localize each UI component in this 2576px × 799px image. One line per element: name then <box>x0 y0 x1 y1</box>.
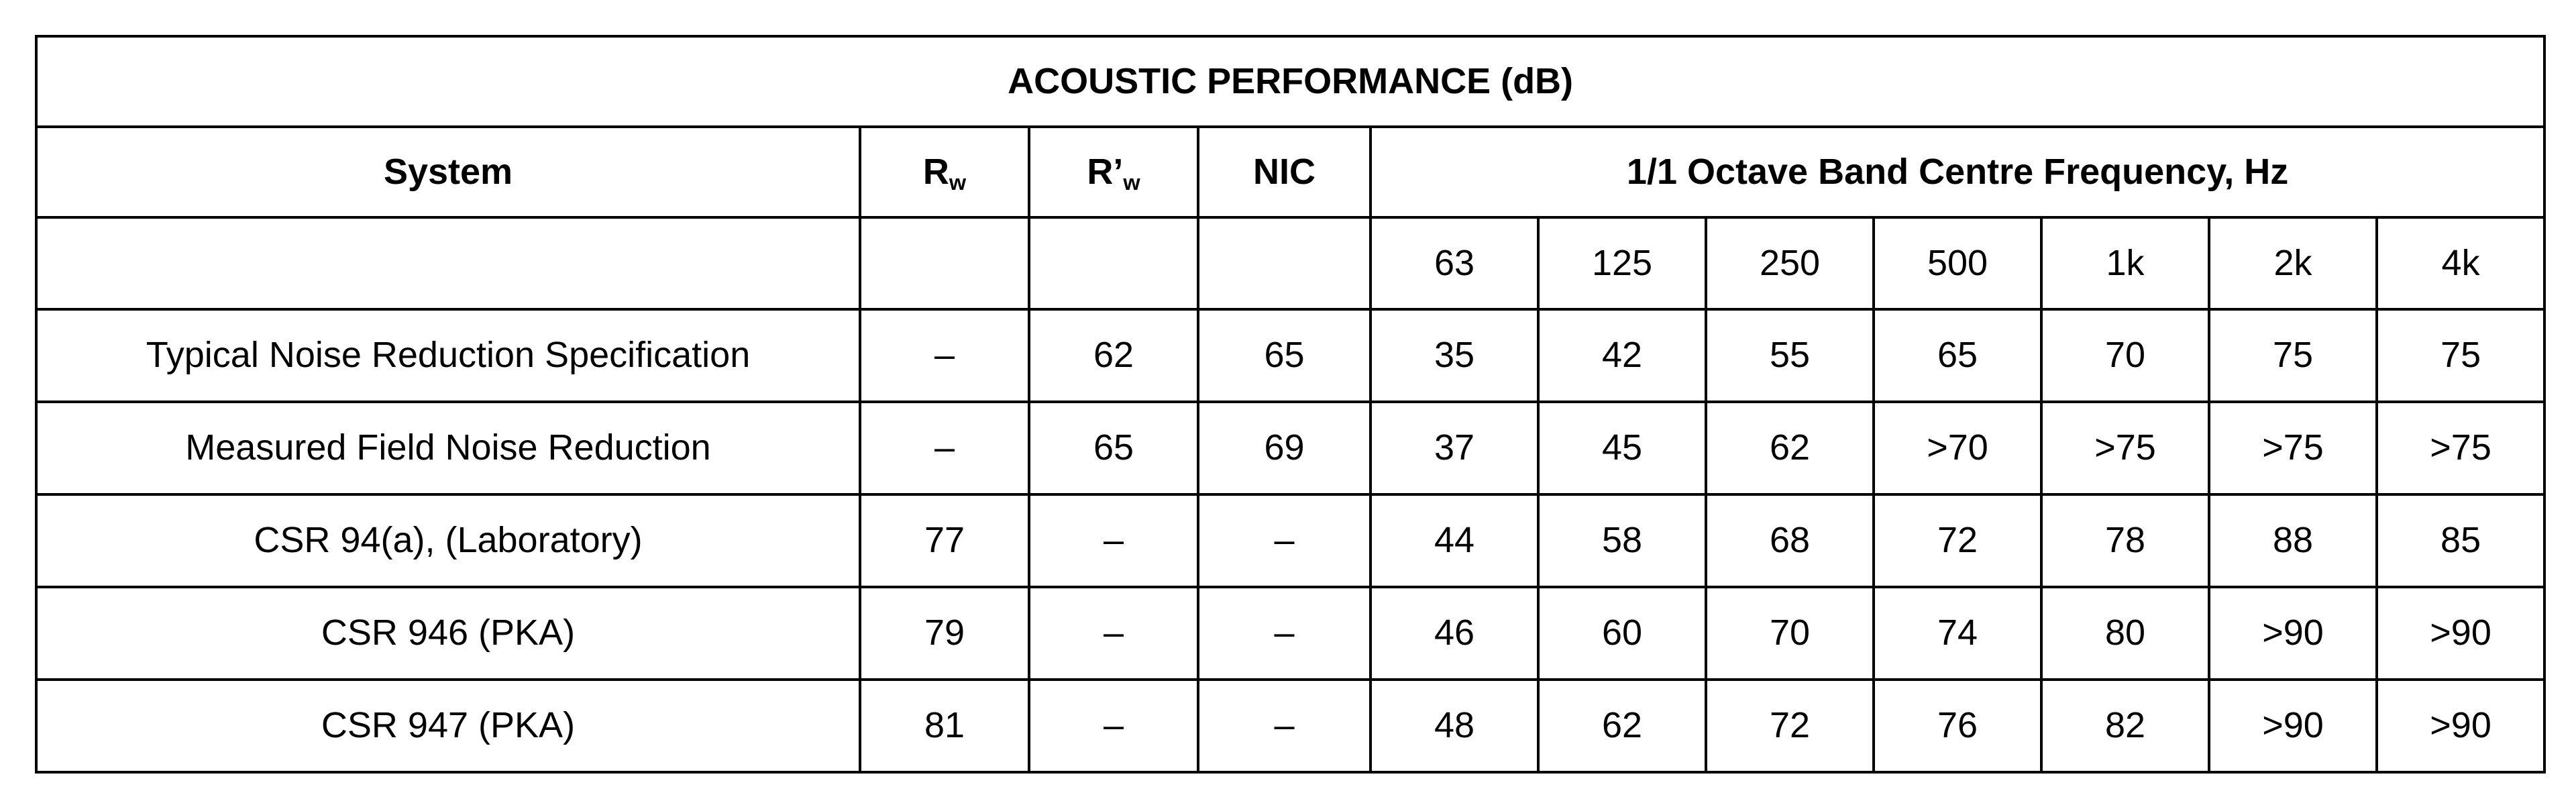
cell-rw: – <box>860 309 1029 402</box>
cell-band-63: 44 <box>1371 494 1538 587</box>
cell-band-500: 74 <box>1874 587 2041 680</box>
title-row <box>36 36 2544 127</box>
frequency-row <box>36 217 2544 309</box>
cell-band-2k: >75 <box>2209 402 2377 494</box>
cell-rw: 81 <box>860 680 1029 772</box>
cell-band-4k: >75 <box>2377 402 2544 494</box>
cell-band-2k: >90 <box>2209 680 2377 772</box>
cell-rw-prime: – <box>1029 680 1198 772</box>
col-header-octave-band: 1/1 Octave Band Centre Frequency, Hz <box>1371 127 2544 217</box>
cell-nic: – <box>1198 587 1371 680</box>
cell-band-250: 70 <box>1706 587 1874 680</box>
cell-band-250: 55 <box>1706 309 1874 402</box>
cell-band-125: 62 <box>1538 680 1706 772</box>
row-label: CSR 94(a), (Laboratory) <box>36 494 860 587</box>
rw-symbol: R <box>922 151 949 192</box>
cell-band-1k: 80 <box>2041 587 2209 680</box>
cell-band-2k: 88 <box>2209 494 2377 587</box>
rw-prime-symbol: R’ <box>1087 151 1124 192</box>
cell-rw-prime: 62 <box>1029 309 1198 402</box>
cell-band-1k: 82 <box>2041 680 2209 772</box>
col-header-rw-prime <box>1029 127 1198 217</box>
empty-cell <box>860 217 1029 309</box>
cell-band-250: 72 <box>1706 680 1874 772</box>
table-row <box>36 587 2544 680</box>
cell-nic: 69 <box>1198 402 1371 494</box>
cell-band-63: 48 <box>1371 680 1538 772</box>
empty-cell <box>1198 217 1371 309</box>
rw-subscript: w <box>949 170 967 195</box>
table-row <box>36 494 2544 587</box>
row-label: Measured Field Noise Reduction <box>36 402 860 494</box>
header-row <box>36 127 2544 217</box>
cell-rw: 77 <box>860 494 1029 587</box>
cell-rw: 79 <box>860 587 1029 680</box>
cell-band-125: 42 <box>1538 309 1706 402</box>
cell-band-2k: >90 <box>2209 587 2377 680</box>
cell-band-125: 60 <box>1538 587 1706 680</box>
cell-band-4k: 85 <box>2377 494 2544 587</box>
col-header-system: System <box>36 127 860 217</box>
cell-rw-prime: – <box>1029 494 1198 587</box>
cell-band-500: >70 <box>1874 402 2041 494</box>
freq-250: 250 <box>1706 217 1874 309</box>
acoustic-performance-table <box>35 35 2546 774</box>
cell-band-500: 65 <box>1874 309 2041 402</box>
rw-prime-subscript: w <box>1123 170 1140 195</box>
cell-band-250: 68 <box>1706 494 1874 587</box>
col-header-nic: NIC <box>1198 127 1371 217</box>
cell-band-125: 58 <box>1538 494 1706 587</box>
cell-nic: 65 <box>1198 309 1371 402</box>
cell-band-500: 76 <box>1874 680 2041 772</box>
cell-band-500: 72 <box>1874 494 2041 587</box>
freq-125: 125 <box>1538 217 1706 309</box>
cell-band-1k: 78 <box>2041 494 2209 587</box>
cell-band-63: 35 <box>1371 309 1538 402</box>
col-header-rw <box>860 127 1029 217</box>
cell-band-63: 46 <box>1371 587 1538 680</box>
freq-500: 500 <box>1874 217 2041 309</box>
cell-band-1k: >75 <box>2041 402 2209 494</box>
row-label: CSR 946 (PKA) <box>36 587 860 680</box>
cell-band-2k: 75 <box>2209 309 2377 402</box>
empty-cell <box>36 217 860 309</box>
cell-rw: – <box>860 402 1029 494</box>
freq-63: 63 <box>1371 217 1538 309</box>
cell-band-125: 45 <box>1538 402 1706 494</box>
cell-rw-prime: 65 <box>1029 402 1198 494</box>
cell-band-250: 62 <box>1706 402 1874 494</box>
row-label: CSR 947 (PKA) <box>36 680 860 772</box>
row-label: Typical Noise Reduction Specification <box>36 309 860 402</box>
table-row <box>36 309 2544 402</box>
cell-nic: – <box>1198 494 1371 587</box>
cell-band-1k: 70 <box>2041 309 2209 402</box>
cell-band-63: 37 <box>1371 402 1538 494</box>
cell-band-4k: 75 <box>2377 309 2544 402</box>
freq-4k: 4k <box>2377 217 2544 309</box>
cell-rw-prime: – <box>1029 587 1198 680</box>
cell-nic: – <box>1198 680 1371 772</box>
freq-1k: 1k <box>2041 217 2209 309</box>
table-row <box>36 680 2544 772</box>
table-title: ACOUSTIC PERFORMANCE (dB) <box>36 36 2544 127</box>
cell-band-4k: >90 <box>2377 587 2544 680</box>
cell-band-4k: >90 <box>2377 680 2544 772</box>
empty-cell <box>1029 217 1198 309</box>
table-row <box>36 402 2544 494</box>
freq-2k: 2k <box>2209 217 2377 309</box>
